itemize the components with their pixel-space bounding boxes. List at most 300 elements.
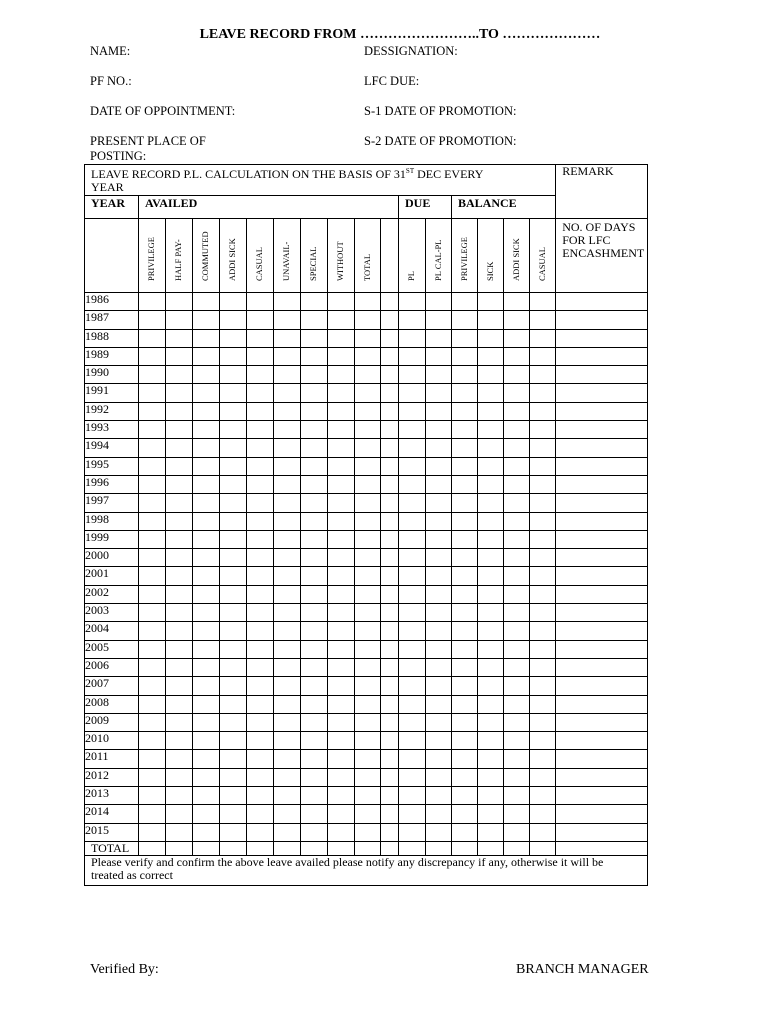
entry-cell[interactable] [247, 366, 274, 384]
entry-cell[interactable] [328, 439, 355, 457]
total-cell[interactable] [556, 841, 648, 855]
entry-cell[interactable] [247, 750, 274, 768]
entry-cell[interactable] [139, 585, 166, 603]
entry-cell[interactable] [247, 658, 274, 676]
entry-cell[interactable] [139, 787, 166, 805]
entry-cell[interactable] [193, 439, 220, 457]
entry-cell[interactable] [193, 293, 220, 311]
entry-cell[interactable] [399, 475, 426, 493]
entry-cell[interactable] [220, 494, 247, 512]
entry-cell[interactable] [193, 402, 220, 420]
entry-cell[interactable] [247, 402, 274, 420]
entry-cell[interactable] [530, 585, 556, 603]
entry-cell[interactable] [556, 329, 648, 347]
entry-cell[interactable] [452, 604, 478, 622]
entry-cell[interactable] [452, 787, 478, 805]
entry-cell[interactable] [381, 347, 399, 365]
entry-cell[interactable] [274, 293, 301, 311]
entry-cell[interactable] [355, 293, 381, 311]
entry-cell[interactable] [381, 494, 399, 512]
entry-cell[interactable] [274, 384, 301, 402]
entry-cell[interactable] [355, 475, 381, 493]
entry-cell[interactable] [328, 512, 355, 530]
entry-cell[interactable] [452, 421, 478, 439]
entry-cell[interactable] [166, 787, 193, 805]
entry-cell[interactable] [504, 311, 530, 329]
entry-cell[interactable] [139, 329, 166, 347]
entry-cell[interactable] [426, 677, 452, 695]
entry-cell[interactable] [504, 604, 530, 622]
entry-cell[interactable] [426, 622, 452, 640]
entry-cell[interactable] [504, 549, 530, 567]
entry-cell[interactable] [301, 604, 328, 622]
entry-cell[interactable] [530, 347, 556, 365]
entry-cell[interactable] [274, 713, 301, 731]
entry-cell[interactable] [301, 347, 328, 365]
entry-cell[interactable] [328, 567, 355, 585]
entry-cell[interactable] [166, 366, 193, 384]
entry-cell[interactable] [426, 512, 452, 530]
entry-cell[interactable] [478, 695, 504, 713]
entry-cell[interactable] [139, 549, 166, 567]
entry-cell[interactable] [426, 347, 452, 365]
entry-cell[interactable] [530, 658, 556, 676]
entry-cell[interactable] [355, 549, 381, 567]
entry-cell[interactable] [166, 293, 193, 311]
total-cell[interactable] [426, 841, 452, 855]
entry-cell[interactable] [504, 366, 530, 384]
entry-cell[interactable] [399, 640, 426, 658]
entry-cell[interactable] [478, 805, 504, 823]
entry-cell[interactable] [274, 622, 301, 640]
entry-cell[interactable] [452, 457, 478, 475]
entry-cell[interactable] [399, 768, 426, 786]
entry-cell[interactable] [193, 640, 220, 658]
entry-cell[interactable] [274, 732, 301, 750]
entry-cell[interactable] [301, 421, 328, 439]
entry-cell[interactable] [355, 585, 381, 603]
total-cell[interactable] [399, 841, 426, 855]
entry-cell[interactable] [399, 695, 426, 713]
entry-cell[interactable] [274, 494, 301, 512]
entry-cell[interactable] [478, 732, 504, 750]
entry-cell[interactable] [426, 439, 452, 457]
entry-cell[interactable] [166, 805, 193, 823]
entry-cell[interactable] [478, 640, 504, 658]
entry-cell[interactable] [328, 329, 355, 347]
entry-cell[interactable] [556, 439, 648, 457]
entry-cell[interactable] [355, 805, 381, 823]
entry-cell[interactable] [193, 366, 220, 384]
entry-cell[interactable] [426, 713, 452, 731]
entry-cell[interactable] [328, 695, 355, 713]
entry-cell[interactable] [530, 329, 556, 347]
entry-cell[interactable] [247, 768, 274, 786]
entry-cell[interactable] [247, 421, 274, 439]
entry-cell[interactable] [193, 329, 220, 347]
entry-cell[interactable] [452, 805, 478, 823]
entry-cell[interactable] [452, 402, 478, 420]
entry-cell[interactable] [166, 695, 193, 713]
entry-cell[interactable] [355, 457, 381, 475]
entry-cell[interactable] [139, 384, 166, 402]
entry-cell[interactable] [530, 622, 556, 640]
entry-cell[interactable] [381, 604, 399, 622]
entry-cell[interactable] [355, 311, 381, 329]
entry-cell[interactable] [274, 768, 301, 786]
entry-cell[interactable] [556, 732, 648, 750]
entry-cell[interactable] [504, 823, 530, 841]
entry-cell[interactable] [139, 421, 166, 439]
entry-cell[interactable] [530, 439, 556, 457]
entry-cell[interactable] [355, 677, 381, 695]
entry-cell[interactable] [399, 658, 426, 676]
entry-cell[interactable] [274, 439, 301, 457]
entry-cell[interactable] [220, 622, 247, 640]
entry-cell[interactable] [328, 787, 355, 805]
entry-cell[interactable] [166, 311, 193, 329]
entry-cell[interactable] [426, 384, 452, 402]
entry-cell[interactable] [355, 823, 381, 841]
entry-cell[interactable] [247, 530, 274, 548]
entry-cell[interactable] [301, 329, 328, 347]
entry-cell[interactable] [556, 421, 648, 439]
entry-cell[interactable] [504, 494, 530, 512]
entry-cell[interactable] [478, 823, 504, 841]
entry-cell[interactable] [139, 622, 166, 640]
entry-cell[interactable] [381, 402, 399, 420]
entry-cell[interactable] [530, 823, 556, 841]
entry-cell[interactable] [220, 823, 247, 841]
entry-cell[interactable] [556, 695, 648, 713]
entry-cell[interactable] [399, 421, 426, 439]
entry-cell[interactable] [328, 402, 355, 420]
entry-cell[interactable] [504, 732, 530, 750]
entry-cell[interactable] [355, 329, 381, 347]
entry-cell[interactable] [139, 732, 166, 750]
entry-cell[interactable] [355, 567, 381, 585]
entry-cell[interactable] [426, 787, 452, 805]
entry-cell[interactable] [193, 347, 220, 365]
entry-cell[interactable] [530, 384, 556, 402]
entry-cell[interactable] [530, 402, 556, 420]
entry-cell[interactable] [274, 640, 301, 658]
entry-cell[interactable] [220, 329, 247, 347]
entry-cell[interactable] [556, 640, 648, 658]
entry-cell[interactable] [301, 512, 328, 530]
entry-cell[interactable] [399, 713, 426, 731]
entry-cell[interactable] [274, 512, 301, 530]
entry-cell[interactable] [301, 402, 328, 420]
entry-cell[interactable] [426, 585, 452, 603]
entry-cell[interactable] [247, 677, 274, 695]
total-cell[interactable] [166, 841, 193, 855]
entry-cell[interactable] [328, 421, 355, 439]
entry-cell[interactable] [328, 640, 355, 658]
entry-cell[interactable] [247, 293, 274, 311]
entry-cell[interactable] [478, 622, 504, 640]
entry-cell[interactable] [452, 293, 478, 311]
entry-cell[interactable] [328, 494, 355, 512]
entry-cell[interactable] [328, 475, 355, 493]
entry-cell[interactable] [452, 750, 478, 768]
entry-cell[interactable] [139, 695, 166, 713]
entry-cell[interactable] [328, 311, 355, 329]
entry-cell[interactable] [355, 732, 381, 750]
entry-cell[interactable] [504, 768, 530, 786]
entry-cell[interactable] [478, 713, 504, 731]
entry-cell[interactable] [478, 585, 504, 603]
entry-cell[interactable] [426, 421, 452, 439]
entry-cell[interactable] [478, 787, 504, 805]
entry-cell[interactable] [301, 494, 328, 512]
entry-cell[interactable] [220, 549, 247, 567]
entry-cell[interactable] [556, 713, 648, 731]
entry-cell[interactable] [452, 549, 478, 567]
entry-cell[interactable] [355, 366, 381, 384]
entry-cell[interactable] [355, 421, 381, 439]
entry-cell[interactable] [274, 604, 301, 622]
entry-cell[interactable] [166, 658, 193, 676]
entry-cell[interactable] [247, 311, 274, 329]
entry-cell[interactable] [426, 530, 452, 548]
entry-cell[interactable] [504, 750, 530, 768]
entry-cell[interactable] [504, 695, 530, 713]
entry-cell[interactable] [530, 530, 556, 548]
entry-cell[interactable] [220, 347, 247, 365]
entry-cell[interactable] [247, 457, 274, 475]
entry-cell[interactable] [426, 604, 452, 622]
entry-cell[interactable] [139, 768, 166, 786]
entry-cell[interactable] [193, 713, 220, 731]
entry-cell[interactable] [399, 585, 426, 603]
entry-cell[interactable] [452, 512, 478, 530]
entry-cell[interactable] [193, 457, 220, 475]
entry-cell[interactable] [139, 512, 166, 530]
entry-cell[interactable] [530, 494, 556, 512]
entry-cell[interactable] [355, 640, 381, 658]
entry-cell[interactable] [274, 457, 301, 475]
entry-cell[interactable] [381, 439, 399, 457]
entry-cell[interactable] [556, 658, 648, 676]
entry-cell[interactable] [247, 585, 274, 603]
entry-cell[interactable] [193, 750, 220, 768]
entry-cell[interactable] [504, 457, 530, 475]
entry-cell[interactable] [399, 457, 426, 475]
entry-cell[interactable] [504, 329, 530, 347]
entry-cell[interactable] [220, 421, 247, 439]
total-cell[interactable] [139, 841, 166, 855]
entry-cell[interactable] [381, 457, 399, 475]
entry-cell[interactable] [556, 549, 648, 567]
entry-cell[interactable] [452, 713, 478, 731]
entry-cell[interactable] [139, 293, 166, 311]
entry-cell[interactable] [556, 512, 648, 530]
entry-cell[interactable] [381, 366, 399, 384]
entry-cell[interactable] [478, 347, 504, 365]
entry-cell[interactable] [166, 457, 193, 475]
entry-cell[interactable] [274, 366, 301, 384]
entry-cell[interactable] [166, 329, 193, 347]
entry-cell[interactable] [381, 732, 399, 750]
entry-cell[interactable] [504, 293, 530, 311]
entry-cell[interactable] [381, 311, 399, 329]
entry-cell[interactable] [355, 622, 381, 640]
entry-cell[interactable] [220, 475, 247, 493]
total-cell[interactable] [530, 841, 556, 855]
entry-cell[interactable] [166, 750, 193, 768]
entry-cell[interactable] [530, 677, 556, 695]
entry-cell[interactable] [504, 384, 530, 402]
entry-cell[interactable] [274, 750, 301, 768]
entry-cell[interactable] [556, 293, 648, 311]
entry-cell[interactable] [504, 713, 530, 731]
entry-cell[interactable] [556, 384, 648, 402]
entry-cell[interactable] [426, 732, 452, 750]
entry-cell[interactable] [301, 823, 328, 841]
entry-cell[interactable] [556, 366, 648, 384]
entry-cell[interactable] [399, 750, 426, 768]
entry-cell[interactable] [247, 823, 274, 841]
entry-cell[interactable] [478, 311, 504, 329]
entry-cell[interactable] [274, 549, 301, 567]
entry-cell[interactable] [274, 823, 301, 841]
entry-cell[interactable] [426, 549, 452, 567]
entry-cell[interactable] [504, 567, 530, 585]
entry-cell[interactable] [247, 604, 274, 622]
entry-cell[interactable] [193, 732, 220, 750]
entry-cell[interactable] [328, 805, 355, 823]
entry-cell[interactable] [166, 421, 193, 439]
entry-cell[interactable] [139, 457, 166, 475]
entry-cell[interactable] [426, 567, 452, 585]
entry-cell[interactable] [399, 622, 426, 640]
entry-cell[interactable] [426, 768, 452, 786]
entry-cell[interactable] [556, 475, 648, 493]
entry-cell[interactable] [504, 677, 530, 695]
entry-cell[interactable] [530, 549, 556, 567]
entry-cell[interactable] [220, 750, 247, 768]
entry-cell[interactable] [220, 439, 247, 457]
entry-cell[interactable] [301, 311, 328, 329]
entry-cell[interactable] [139, 677, 166, 695]
entry-cell[interactable] [274, 658, 301, 676]
entry-cell[interactable] [355, 750, 381, 768]
entry-cell[interactable] [426, 366, 452, 384]
entry-cell[interactable] [381, 640, 399, 658]
entry-cell[interactable] [452, 347, 478, 365]
entry-cell[interactable] [426, 475, 452, 493]
entry-cell[interactable] [301, 475, 328, 493]
entry-cell[interactable] [381, 768, 399, 786]
entry-cell[interactable] [328, 658, 355, 676]
entry-cell[interactable] [247, 347, 274, 365]
entry-cell[interactable] [381, 512, 399, 530]
entry-cell[interactable] [478, 604, 504, 622]
entry-cell[interactable] [301, 768, 328, 786]
entry-cell[interactable] [381, 567, 399, 585]
entry-cell[interactable] [247, 329, 274, 347]
entry-cell[interactable] [530, 293, 556, 311]
entry-cell[interactable] [355, 402, 381, 420]
entry-cell[interactable] [399, 805, 426, 823]
entry-cell[interactable] [478, 329, 504, 347]
entry-cell[interactable] [139, 567, 166, 585]
entry-cell[interactable] [166, 494, 193, 512]
entry-cell[interactable] [166, 549, 193, 567]
entry-cell[interactable] [274, 311, 301, 329]
entry-cell[interactable] [355, 604, 381, 622]
entry-cell[interactable] [193, 604, 220, 622]
entry-cell[interactable] [530, 311, 556, 329]
entry-cell[interactable] [504, 402, 530, 420]
entry-cell[interactable] [139, 439, 166, 457]
entry-cell[interactable] [193, 787, 220, 805]
entry-cell[interactable] [452, 732, 478, 750]
entry-cell[interactable] [193, 823, 220, 841]
entry-cell[interactable] [328, 604, 355, 622]
entry-cell[interactable] [399, 567, 426, 585]
entry-cell[interactable] [274, 475, 301, 493]
entry-cell[interactable] [247, 805, 274, 823]
entry-cell[interactable] [220, 585, 247, 603]
entry-cell[interactable] [301, 695, 328, 713]
entry-cell[interactable] [274, 567, 301, 585]
entry-cell[interactable] [381, 293, 399, 311]
entry-cell[interactable] [478, 750, 504, 768]
entry-cell[interactable] [274, 402, 301, 420]
entry-cell[interactable] [247, 622, 274, 640]
entry-cell[interactable] [139, 823, 166, 841]
total-cell[interactable] [247, 841, 274, 855]
entry-cell[interactable] [301, 530, 328, 548]
entry-cell[interactable] [399, 512, 426, 530]
entry-cell[interactable] [504, 658, 530, 676]
entry-cell[interactable] [399, 293, 426, 311]
entry-cell[interactable] [504, 805, 530, 823]
entry-cell[interactable] [220, 402, 247, 420]
entry-cell[interactable] [247, 713, 274, 731]
entry-cell[interactable] [274, 787, 301, 805]
entry-cell[interactable] [193, 695, 220, 713]
entry-cell[interactable] [220, 640, 247, 658]
entry-cell[interactable] [193, 567, 220, 585]
entry-cell[interactable] [274, 585, 301, 603]
entry-cell[interactable] [556, 805, 648, 823]
entry-cell[interactable] [220, 604, 247, 622]
total-cell[interactable] [301, 841, 328, 855]
entry-cell[interactable] [452, 585, 478, 603]
entry-cell[interactable] [504, 512, 530, 530]
entry-cell[interactable] [166, 768, 193, 786]
entry-cell[interactable] [355, 713, 381, 731]
entry-cell[interactable] [355, 695, 381, 713]
entry-cell[interactable] [139, 494, 166, 512]
entry-cell[interactable] [381, 549, 399, 567]
entry-cell[interactable] [426, 805, 452, 823]
entry-cell[interactable] [247, 640, 274, 658]
entry-cell[interactable] [220, 384, 247, 402]
total-cell[interactable] [193, 841, 220, 855]
entry-cell[interactable] [247, 732, 274, 750]
entry-cell[interactable] [355, 658, 381, 676]
entry-cell[interactable] [478, 439, 504, 457]
entry-cell[interactable] [166, 384, 193, 402]
entry-cell[interactable] [355, 768, 381, 786]
entry-cell[interactable] [530, 787, 556, 805]
entry-cell[interactable] [530, 567, 556, 585]
entry-cell[interactable] [301, 457, 328, 475]
